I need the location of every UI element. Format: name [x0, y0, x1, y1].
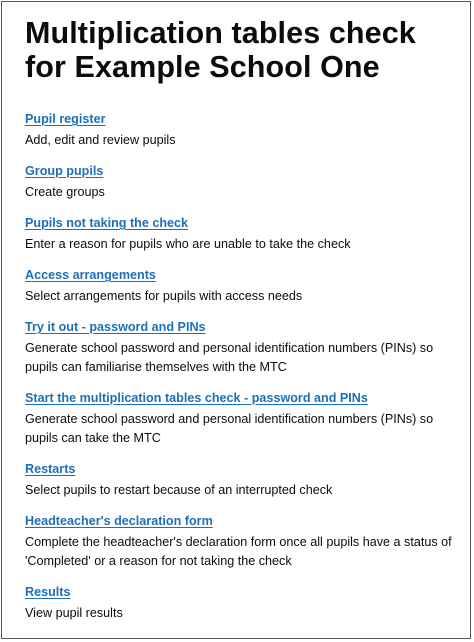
- pupil-register-link[interactable]: Pupil register: [25, 112, 106, 126]
- try-it-out-link[interactable]: Try it out - password and PINs: [25, 320, 206, 334]
- main-content: [25, 16, 465, 635]
- results-description: View pupil results: [25, 606, 123, 620]
- pupils-not-taking-check-description: Enter a reason for pupils who are unable to take the check: [25, 237, 351, 251]
- group-pupils-link[interactable]: Group pupils: [25, 164, 104, 178]
- task-list: [25, 110, 465, 623]
- pupils-not-taking-check-link[interactable]: Pupils not taking the check: [25, 216, 189, 230]
- start-check-link[interactable]: Start the multiplication tables check - password and PINs: [25, 391, 368, 405]
- results-link[interactable]: Results: [25, 585, 71, 599]
- access-arrangements-description: Select arrangements for pupils with access needs: [25, 289, 303, 303]
- task-item-results: [25, 583, 465, 623]
- task-item-pupils-not-taking-check: [25, 214, 465, 254]
- task-item-access-arrangements: [25, 266, 465, 306]
- task-item-restarts: [25, 460, 465, 500]
- task-item-pupil-register: [25, 110, 465, 150]
- task-item-headteacher-declaration: [25, 512, 465, 571]
- page-frame: [1, 1, 471, 639]
- access-arrangements-link[interactable]: Access arrangements: [25, 268, 156, 282]
- restarts-description: Select pupils to restart because of an interrupted check: [25, 483, 333, 497]
- restarts-link[interactable]: Restarts: [25, 462, 76, 476]
- task-item-group-pupils: [25, 162, 465, 202]
- task-item-try-it-out: [25, 318, 465, 377]
- headteacher-declaration-link[interactable]: Headteacher's declaration form: [25, 514, 213, 528]
- page-title: Multiplication tables check for Example School One: [25, 16, 416, 84]
- headteacher-declaration-description: Complete the headteacher's declaration form once all pupils have a status of 'Completed' or a reason for not taking the check: [25, 535, 452, 568]
- start-check-description: Generate school password and personal identification numbers (PINs) so pupils can take the MTC: [25, 412, 434, 445]
- try-it-out-description: Generate school password and personal identification numbers (PINs) so pupils can familiarise themselves with the MTC: [25, 341, 434, 374]
- task-item-start-check: [25, 389, 465, 448]
- pupil-register-description: Add, edit and review pupils: [25, 133, 176, 147]
- group-pupils-description: Create groups: [25, 185, 105, 199]
